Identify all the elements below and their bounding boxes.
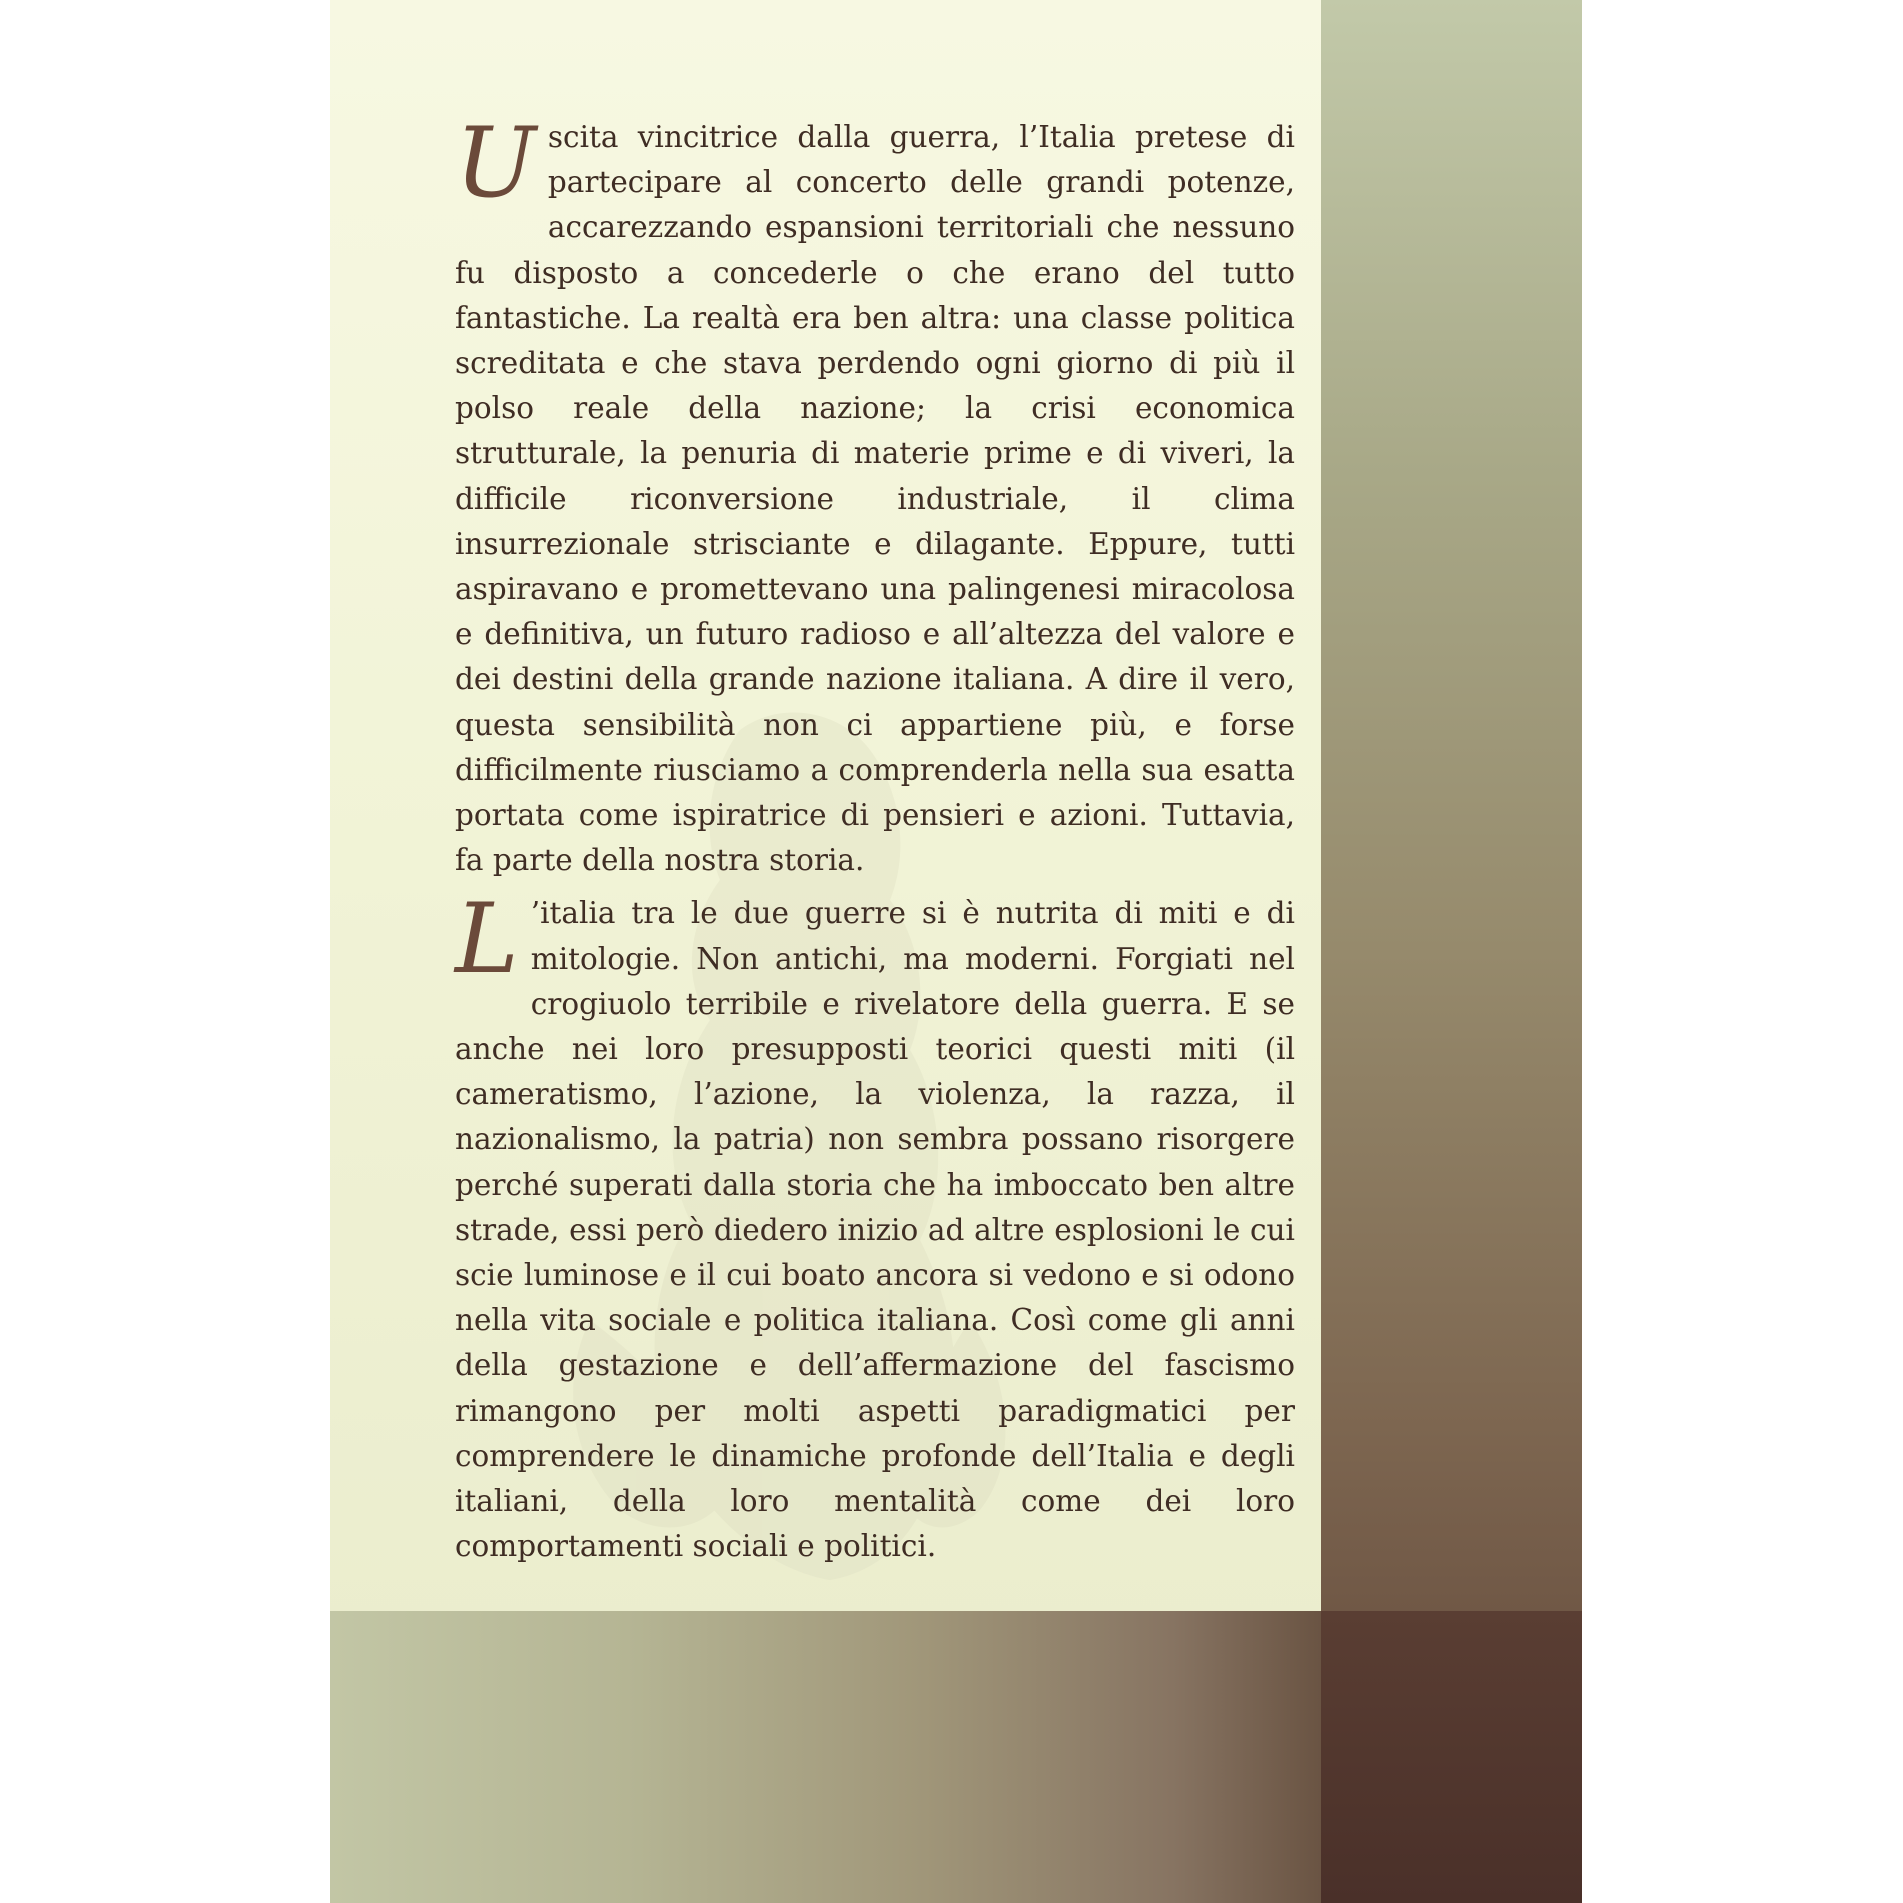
blurb-text [455,107,1295,1570]
corner-color-block [1321,1611,1582,1903]
bottom-color-band [330,1611,1321,1903]
paragraph-2-text: ’italia tra le due guerre si è nutrita di miti e di mitologie. Non antichi, ma moderni. Forgiati nel crogiuolo terribile e rivelatore della guerra. E se anche nei loro presupposti teorici questi miti (il cameratismo, l’azione, la violenza, la razza, il nazionalismo, la patria) non sembra possano risorgere perché superati dalla storia che ha imboccato ben altre strade, essi però diedero inizio ad altre esplosioni le cui scie luminose e il cui boato ancora si vedono e si odono nella vita sociale e politica italiana. Così come gli anni della gestazione e dell’affermazione del fascismo rimangono per molti aspetti paradigmatici per comprendere le dinamiche profonde dell’Italia e degli italiani, della loro mentalità come dei loro comportamenti sociali e politici. [455,896,1295,1564]
paragraph-1-text: scita vincitrice dalla guerra, l’Italia pretese di partecipare al concerto delle grandi potenze, accarezzando espansioni territoriali che nessuno fu disposto a concederle o che erano del tutto fantastiche. La realtà era ben altra: una classe politica screditata e che stava perdendo ogni giorno di più il polso reale della nazione; la crisi economica strutturale, la penuria di materie prime e di viveri, la difficile riconversione industriale, il clima insurrezionale strisciante e dilagante. Eppure, tutti aspiravano e promettevano una palingenesi miracolosa e definitiva, un futuro radioso e all’altezza del valore e dei destini della grande nazione italiana. A dire il vero, questa sensibilità non ci appartiene più, e forse difficilmente riusciamo a comprenderla nella sua esatta portata come ispiratrice di pensieri e azioni. Tuttavia, fa parte della nostra storia. [455,120,1295,878]
dropcap-2: L [455,883,519,996]
paragraph-1 [455,107,1295,883]
paragraph-2 [455,883,1295,1569]
dropcap-1: U [455,107,536,219]
book-back-cover [330,0,1582,1903]
